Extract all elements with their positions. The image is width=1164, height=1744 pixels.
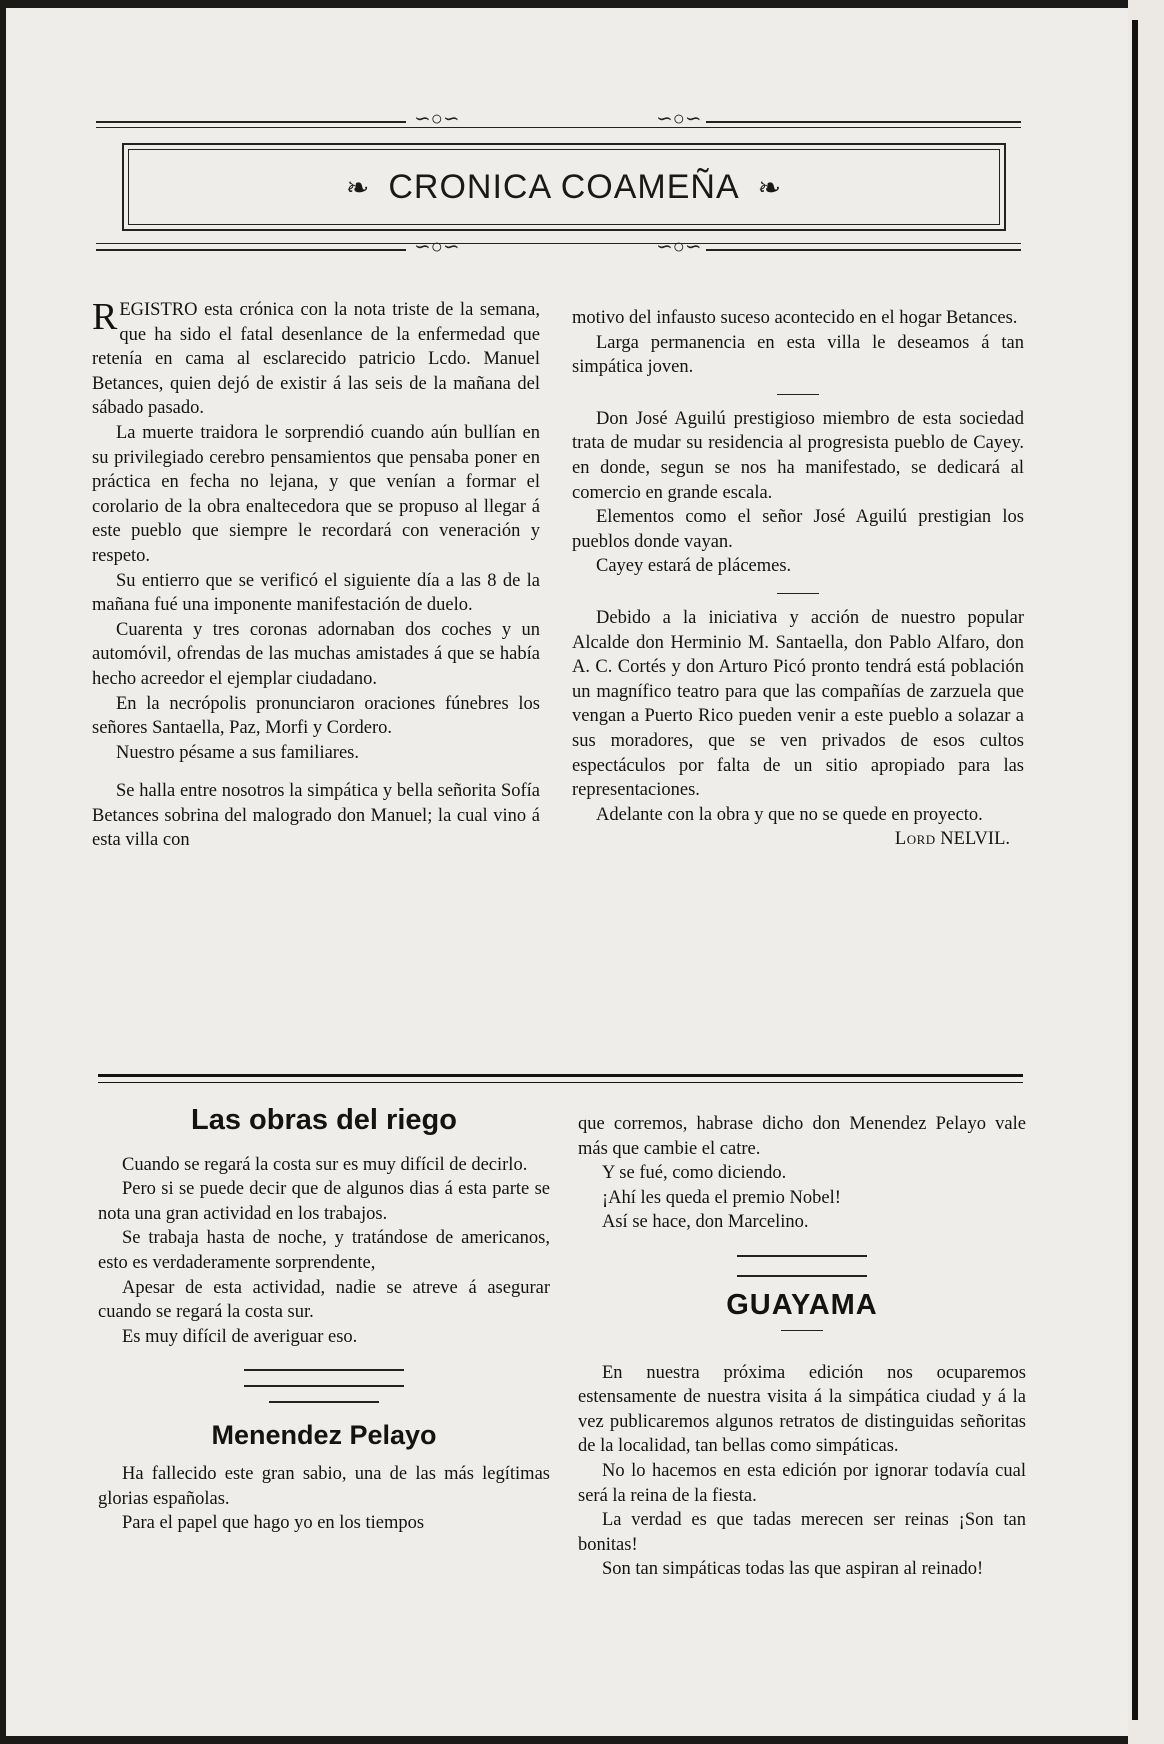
magazine-page (6, 8, 1128, 1736)
paragraph: Así se hace, don Marcelino. (602, 1212, 809, 1233)
section-header (96, 103, 1021, 275)
swirl-ornament: ∽○∽ (656, 236, 702, 258)
paragraph: La muerte traidora le sorprendió cuando aún bullían en su privilegiado cerebro pensamientos que pensaba poner en práctica en fecha no lejana, y que venían a formar el corolario de la obra enaltecedora que se propuso al llegar á este pueblo que siempre le recordará con veneración y respeto. (92, 422, 540, 566)
fleuron-left-icon: ❧ (345, 171, 371, 203)
header-bottom-rule-left (96, 249, 406, 251)
paragraph: REGISTRO esta crónica con la nota triste de la semana, que ha sido el fatal desenlance de la enfermedad que retenía en cama al esclarecido patricio Lcdo. Manuel Betances, quien dejó de existir á las seis de la mañana del sábado pasado. (92, 296, 540, 419)
paragraph: que corremos, habrase dicho don Menendez Pelayo vale más que cambie el catre. (578, 1114, 1026, 1159)
next-page-edge (1128, 0, 1164, 1744)
paragraph: Larga permanencia en esta villa le deseamos á tan simpática joven. (572, 332, 1024, 378)
paragraph: Ha fallecido este gran sabio, una de las más legítimas glorias españolas. (98, 1463, 550, 1509)
paragraph: Pero si se puede decir que de algunos dias á esta parte se nota una gran actividad en los trabajos. (98, 1179, 550, 1224)
header-bottom-rule-right (706, 249, 1021, 251)
swirl-ornament: ∽○∽ (656, 108, 702, 130)
paragraph: Don José Aguilú prestigioso miembro de esta sociedad trata de mudar su residencia al progresista pueblo de Cayey. en donde, segun se nos ha manifestado, se dedicará al comercio en grande escala. (572, 408, 1024, 503)
ornamental-rules (98, 1365, 550, 1409)
swirl-ornament: ∽○∽ (414, 108, 460, 130)
paragraph: Para el papel que hago yo en los tiempos (122, 1513, 425, 1534)
section-divider-thin (98, 1082, 1023, 1083)
paragraph: ¡Ahí les queda el premio Nobel! (602, 1187, 841, 1208)
paragraph: motivo del infausto suceso acontecido en el hogar Betances. (572, 308, 1018, 328)
paragraph: Y se fué, como diciendo. (602, 1163, 787, 1184)
separator (781, 1330, 823, 1331)
guayama-title: GUAYAMA (726, 1288, 878, 1321)
paragraph: La verdad es que tadas merecen ser reinas ¡Son tan bonitas! (578, 1510, 1026, 1555)
paragraph: Su entierro que se verificó el siguiente día a las 8 de la mañana fué una imponente manifestación de duelo. (92, 570, 540, 616)
title-frame (122, 143, 1006, 231)
paragraph: Cuarenta y tres coronas adornaban dos coches y un automóvil, ofrendas de las muchas amistades á que se había hecho acreedor el ejemplar ciudadano. (92, 619, 540, 689)
swirl-ornament: ∽○∽ (414, 236, 460, 258)
paragraph: Debido a la iniciativa y acción de nuestro popular Alcalde don Herminio M. Santaella, don Pablo Alfaro, don A. C. Cortés y don Arturo Picó pronto tendrá está población un magnífico teatro para que las compañías de zarzuela que vengan a Puerto Rico pueden venir a este pueblo a solazar a sus moradores, que se ven privados de esos cultos espectáculos por falta de un sitio apropiado para las representaciones. (572, 607, 1024, 801)
fleuron-right-icon: ❧ (757, 171, 783, 203)
header-top-rule-left (96, 121, 406, 123)
lower-right-column (578, 1112, 1026, 1582)
paragraph: Es muy difícil de averiguar eso. (122, 1326, 358, 1347)
cronica-left-column (92, 298, 540, 853)
paragraph: Cuando se regará la costa sur es muy difícil de decirlo. (122, 1154, 528, 1175)
pelayo-title: Menendez Pelayo (211, 1420, 437, 1451)
paragraph: Son tan simpáticas todas las que aspiran al reinado! (602, 1559, 984, 1580)
paragraph: Nuestro pésame a sus familiares. (116, 742, 359, 763)
drop-cap: R (92, 296, 118, 338)
paragraph: En nuestra próxima edición nos ocuparemos estensamente de nuestra visita á la simpática ciudad y á la vez publicaremos algunos retratos de distinguidas señoritas de la localidad, tan bellas como simpáticas. (578, 1362, 1026, 1457)
paragraph: Elementos como el señor José Aguilú prestigian los pueblos donde vayan. (572, 507, 1024, 552)
cronica-right-column (572, 306, 1024, 852)
signature: Lord NELVIL. (894, 829, 1010, 850)
paragraph: Se trabaja hasta de noche, y tratándose de americanos, esto es verdaderamente sorprendente, (98, 1228, 550, 1273)
section-divider (98, 1074, 1023, 1077)
section-title: CRONICA COAMEÑA (388, 167, 740, 206)
paragraph: Cayey estará de plácemes. (596, 556, 792, 577)
paragraph: Apesar de esta actividad, nadie se atreve á asegurar cuando se regará la costa sur. (98, 1277, 550, 1323)
ornamental-rules (578, 1249, 1026, 1283)
header-bottom-inner-rule (96, 243, 1021, 244)
header-inner-rule (96, 127, 1021, 128)
paragraph: Adelante con la obra y que no se quede en proyecto. (596, 804, 983, 825)
riego-title: Las obras del riego (191, 1104, 457, 1136)
paragraph: En la necrópolis pronunciaron oraciones fúnebres los señores Santaella, Paz, Morfi y Cordero. (92, 693, 540, 739)
separator (777, 593, 819, 594)
lower-left-column (98, 1104, 550, 1536)
paragraph: Se halla entre nosotros la simpática y bella señorita Sofía Betances sobrina del malogrado don Manuel; la cual vino á esta villa con (92, 781, 540, 851)
separator (777, 394, 819, 395)
paragraph: No lo hacemos en esta edición por ignorar todavía cual será la reina de la fiesta. (578, 1460, 1026, 1506)
header-top-rule-right (706, 121, 1021, 123)
